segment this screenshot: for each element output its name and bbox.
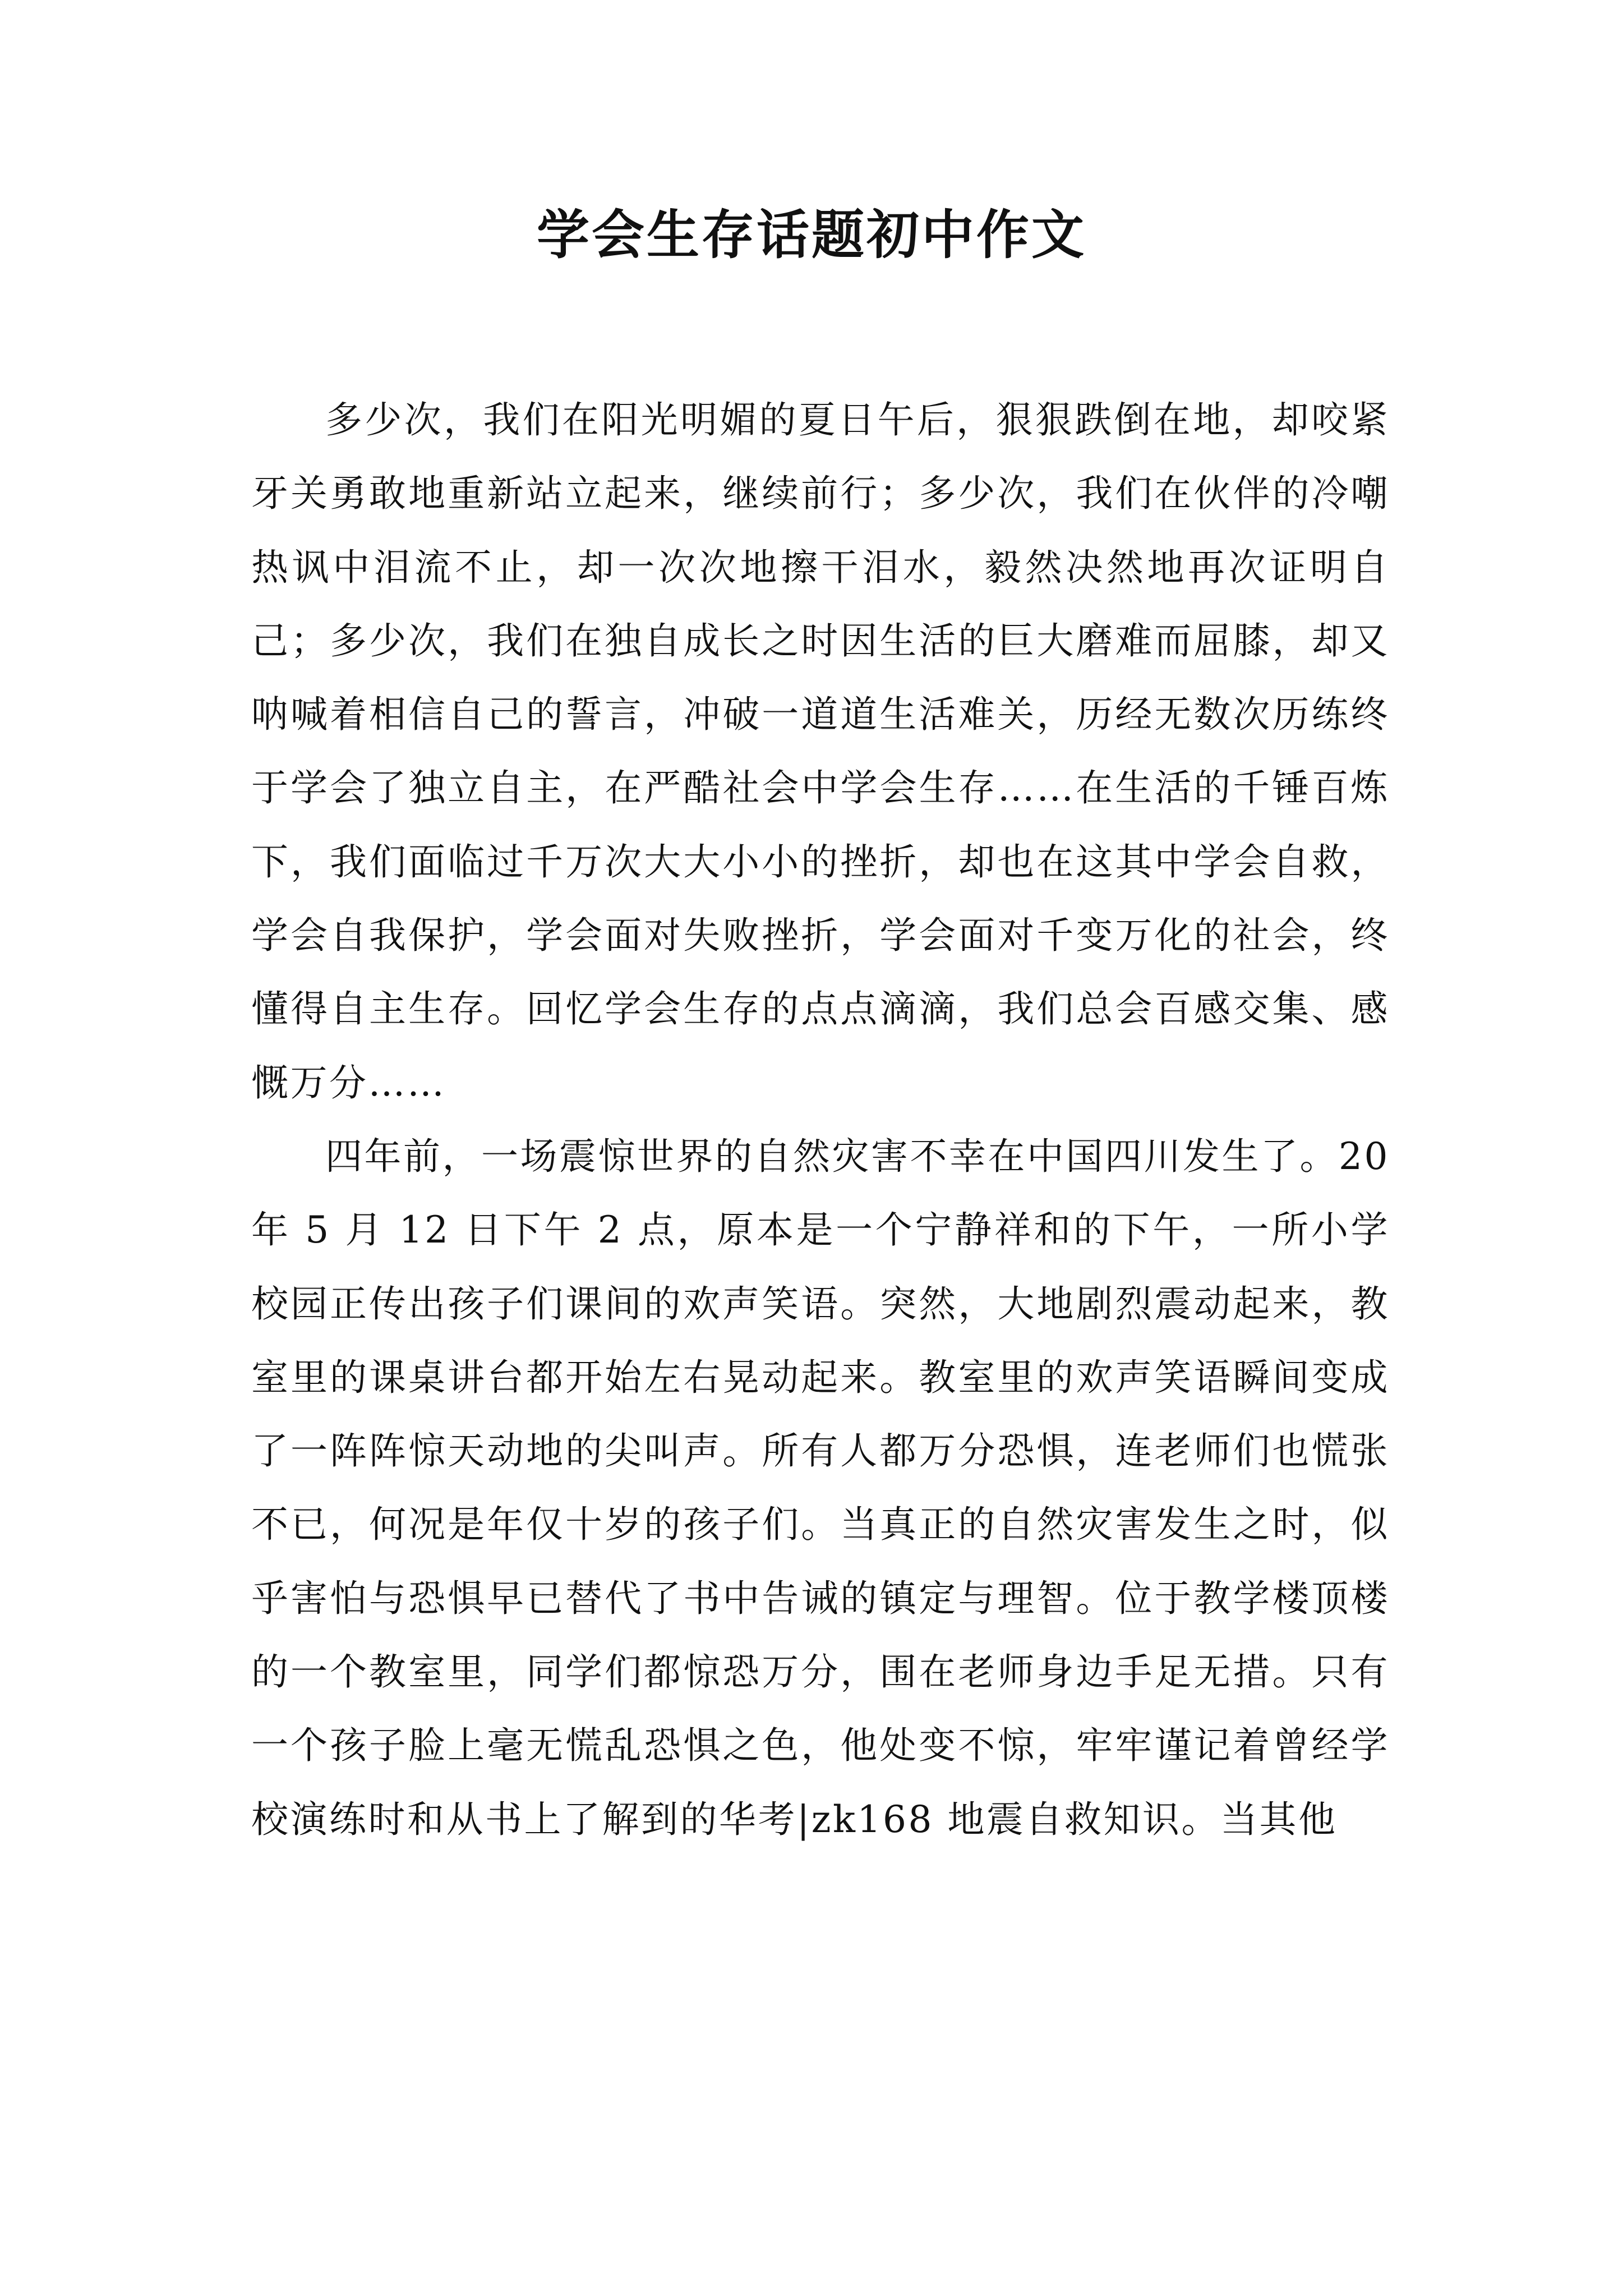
paragraph: 多少次，我们在阳光明媚的夏日午后，狠狠跌倒在地，却咬紧牙关勇敢地重新站立起来，继续前行；多少次，我们在伙伴的冷嘲热讽中泪流不止，却一次次地擦干泪水，毅然决然地再次证明自己；多少次，我们在独自成长之时因生活的巨大磨难而屈膝，却又呐喊着相信自己的誓言，冲破一道道生活难关，历经无数次历练终于学会了独立自主，在严酷社会中学会生存……在生活的千锤百炼下，我们面临过千万次大大小小的挫折，却也在这其中学会自救，学会自我保护，学会面对失败挫折，学会面对千变万化的社会，终懂得自主生存。回忆学会生存的点点滴滴，我们总会百感交集、感慨万分…… <box>251 398 1390 1105</box>
document-body <box>251 383 1390 1856</box>
paragraph: 四年前，一场震惊世界的自然灾害不幸在中国四川发生了。20 年 5 月 12 日下午 2 点，原本是一个宁静祥和的下午，一所小学校园正传出孩子们课间的欢声笑语。突然，大地剧烈震动起来，教室里的课桌讲台都开始左右晃动起来。教室里的欢声笑语瞬间变成了一阵阵惊天动地的尖叫声。所有人都万分恐惧，连老师们也慌张不已，何况是年仅十岁的孩子们。当真正的自然灾害发生之时，似乎害怕与恐惧早已替代了书中告诫的镇定与理智。位于教学楼顶楼的一个教室里，同学们都惊恐万分，围在老师身边手足无措。只有一个孩子脸上毫无慌乱恐惧之色，他处变不惊，牢牢谨记着曾经学校演练时和从书上了解到的华考|zk168 地震自救知识。当其他 <box>251 1134 1390 1841</box>
document-title: 学会生存话题初中作文 <box>536 205 1086 266</box>
